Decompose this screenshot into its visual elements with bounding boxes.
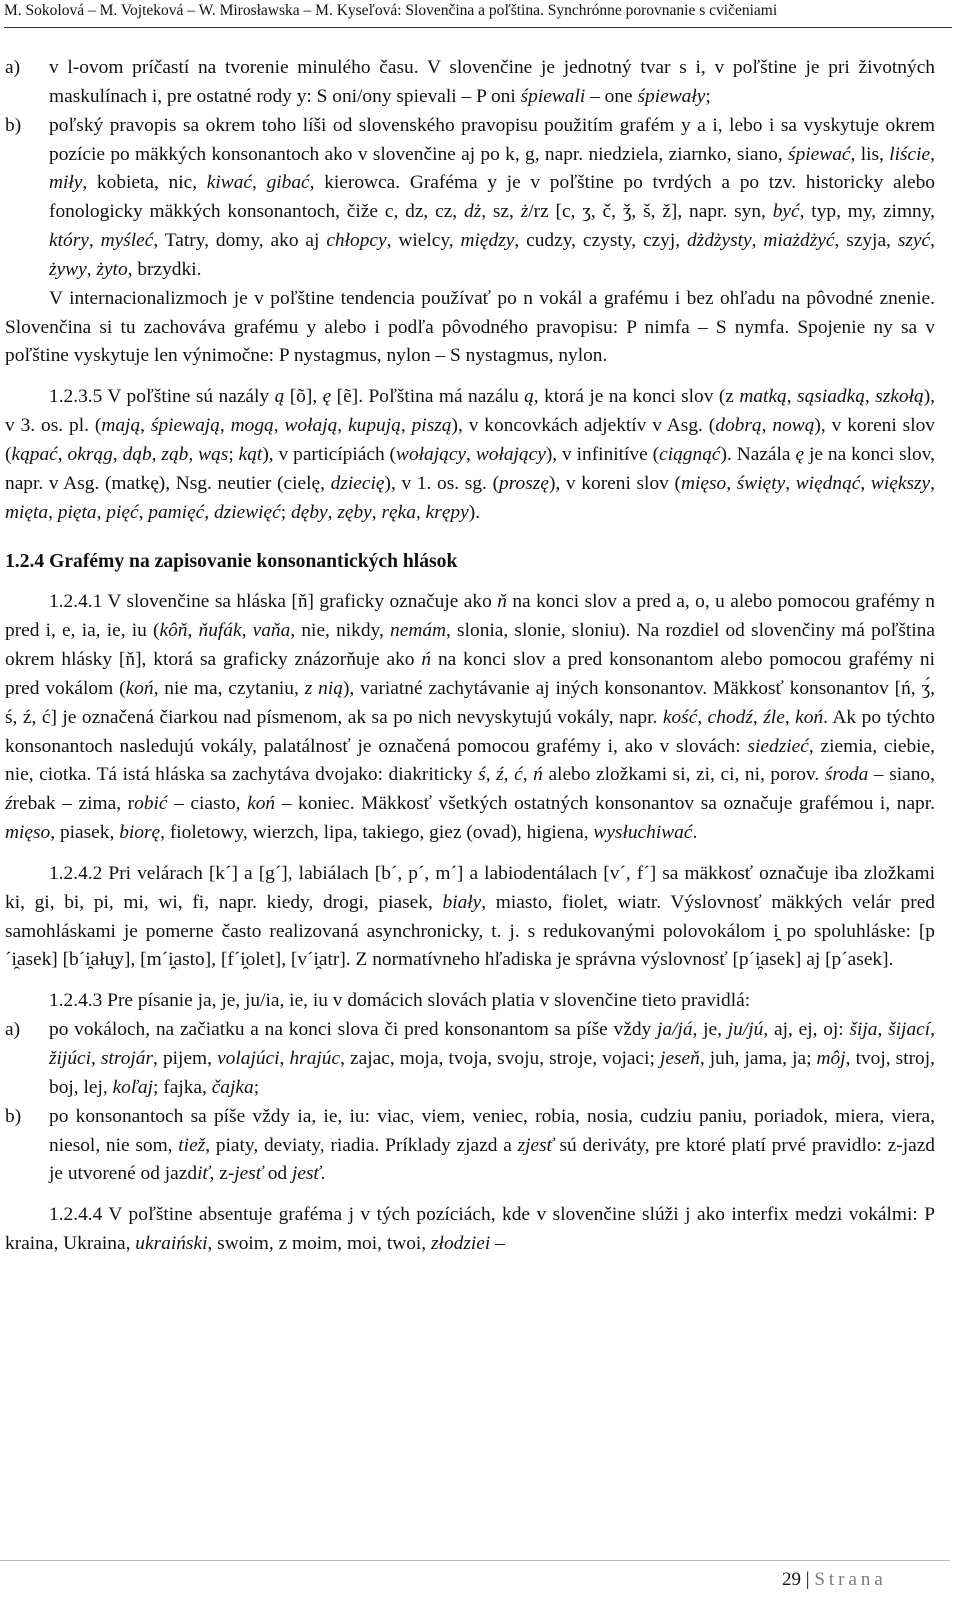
spacer (5, 528, 935, 548)
list-marker: b) (5, 114, 22, 136)
list-marker: a) (5, 1019, 21, 1041)
running-header: M. Sokolová – M. Vojteková – W. Mirosławska – M. Kyseľová: Slovenčina a poľština. Synchrónne porovnanie s cvičeniami (4, 2, 778, 19)
list-item-b (5, 112, 935, 285)
page-footer (782, 1567, 887, 1593)
footer-separator: | (805, 1569, 810, 1590)
spacer (5, 371, 935, 383)
list-item-a (5, 54, 935, 112)
list-marker: b) (5, 1105, 22, 1127)
paragraph-1-2-4-4: 1.2.4.4 V poľštine absentuje graféma j v tých pozíciách, kde v slovenčine slúži j ako interfix medzi vokálmi: P kraina, Ukraina, ukraiński, swoim, z moim, moi, twoi, złodziei – (5, 1204, 935, 1255)
spacer (5, 1189, 935, 1201)
spacer (5, 848, 935, 860)
footer-rule (0, 1560, 950, 1561)
page-content (5, 54, 935, 1259)
page-number: 29 (782, 1569, 801, 1590)
paragraph-1-2-4-3: 1.2.4.3 Pre písanie ja, je, ju/ia, ie, iu v domácich slovách platia v slovenčine tieto pravidlá: (49, 990, 751, 1012)
header-rule (4, 27, 952, 28)
paragraph-1-2-4-2: 1.2.4.2 Pri velárach [k´] a [g´], labiálach [b´, p´, m´] a labiodentálach [v´, f´] sa mäkkosť označuje iba zložkami ki, gi, bi, pi, mi, wi, fi, napr. kiedy, drogi, piasek, biały, miasto, fiolet, wiatr. Výslovnosť mäkkých velár pred samohláskami je pomerne často realizovaná asynchronicky, t. j. s redukovanými polovokálom i̯ po spoluhláske: [p´i̯asek] [b´i̯ału̯y], [m´i̯asto], [f´i̯olet], [v´i̯atr]. Z normatívneho hľadiska je správna výslovnosť [p´i̯asek] aj [p´asek]. (5, 862, 935, 971)
paragraph-nasals: 1.2.3.5 V poľštine sú nazály ą [õ], ę [ẽ]. Poľština má nazálu ą, ktorá je na konci slov (z matką, sąsiadką, szkołą), v 3. os. pl. (mają, śpiewają, mogą, wołają, kupują, piszą), v koncovkách adjektív v Asg. (dobrą, nową), v koreni slov (kąpać, okrąg, dąb, ząb, wąs; kąt), v particípiách (wołający, wołający), v infinitíve (ciągnąć). Nazála ę je na konci slov, napr. v Asg. (matkę), Nsg. neutier (cielę, dziecię), v 1. os. sg. (proszę), v koreni slov (mięso, święty, więdnąć, większy, mięta, pięta, pięć, pamięć, dziewięć; dęby, zęby, ręka, krępy). (5, 386, 936, 523)
spacer (5, 576, 935, 588)
paragraph-1-2-4-1: 1.2.4.1 V slovenčine sa hláska [ň] graficky označuje ako ň na konci slov a pred a, o, u alebo pomocou grafémy n pred i, e, ia, ie, iu (kôň, ňufák, vaňa, nie, nikdy, nemám, slonia, slonie, sloniu). Na rozdiel od slovenčiny má poľština okrem hlásky [ň], ktorá sa graficky znázorňuje ako ń na konci slov a pred konsonantom alebo pomocou grafémy ni pred vokálom (koń, nie ma, czytaniu, z nią), variatné zachytávanie aj iných konsonantov. Mäkkosť konsonantov [ń, ʒ́, ś, ź, ć] je označená čiarkou nad písmenom, ak sa po nich nevyskytujú vokály, napr. kość, chodź, źle, koń. Ak po týchto konsonantoch nasledujú vokály, palatálnosť je označená pomocou grafémy i, ako v slovách: siedzieć, ziemia, ciebie, nie, ciotka. Tá istá hláska sa zachytáva dvojako: diakriticky ś, ź, ć, ń alebo zložkami si, zi, ci, ni, porov. środa – siano, źrebak – zima, robić – ciasto, koń – koniec. Mäkkosť všetkých ostatných konsonantov sa označuje grafémou i, napr. mięso, piasek, biorę, fioletowy, wierzch, lipa, takiego, giez (ovad), higiena, wysłuchiwać. (5, 591, 936, 844)
section-heading: 1.2.4 Grafémy na zapisovanie konsonantických hlások (5, 550, 458, 572)
spacer (5, 975, 935, 987)
list-item-text: po konsonantoch sa píše vždy ia, ie, iu: viac, viem, veniec, robia, nosia, cudziu paniu, poriadok, miera, viera, niesol, nie som, tiež, piaty, deviaty, riadia. Príklady zjazd a zjesť sú deriváty, pre ktoré platí prvé pravidlo: z-jazd je utvorené od jazdiť, z-jesť od jesť. (49, 1105, 936, 1185)
list-item-text: poľský pravopis sa okrem toho líši od slovenského pravopisu použitím grafém y a i, lebo i sa vyskytuje okrem pozície po mäkkých konsonantoch ako v slovenčine aj po k, g, napr. niedziela, ziarnko, siano, śpiewać, lis, liście, miły, kobieta, nic, kiwać, gibać, kierowca. Graféma y je v poľštine po tvrdých a po tzv. historicky alebo fonologicky mäkkých konsonantoch, čiže c, dz, cz, dż, sz, ż/rz [c, ʒ, č, ǯ, š, ž], napr. syn, być, typ, my, zimny, który, myśleć, Tatry, domy, ako aj chłopcy, wielcy, między, cudzy, czysty, czyj, dżdżysty, miażdżyć, szyja, szyć, żywy, żyto, brzydki. (49, 114, 935, 280)
paragraph-internationalisms: V internacionalizmoch je v poľštine tendencia používať po n vokál a grafému i bez ohľadu na pôvodné znenie. Slovenčina si tu zachováva grafému y alebo i podľa pôvodného pravopisu: P nimfa – S nymfa. Spojenie ny sa v poľštine vyskytuje len výnimočne: P nystagmus, nylon – S nystagmus, nylon. (5, 287, 935, 367)
list-item-text: po vokáloch, na začiatku a na konci slova či pred konsonantom sa píše vždy ja/já, je, ju/jú, aj, ej, oj: šija, šijací, žijúci, strojár, pijem, volajúci, hrajúc, zajac, moja, tvoja, svoju, stroje, vojaci; jeseň, juh, jama, ja; môj, tvoj, stroj, boj, lej, koľaj; fajka, čajka; (49, 1019, 935, 1098)
footer-page-word: Strana (814, 1569, 887, 1590)
list-item-text: v l-ovom príčastí na tvorenie minulého času. V slovenčine je jednotný tvar s i, v poľštine je pri životných maskulínach i, pre ostatné rody y: S oni/ony spievali – P oni śpiewali – one śpiewały; (49, 57, 935, 107)
list-marker: a) (5, 57, 21, 78)
rule-item-b (5, 1103, 935, 1190)
rule-item-a (5, 1016, 935, 1103)
